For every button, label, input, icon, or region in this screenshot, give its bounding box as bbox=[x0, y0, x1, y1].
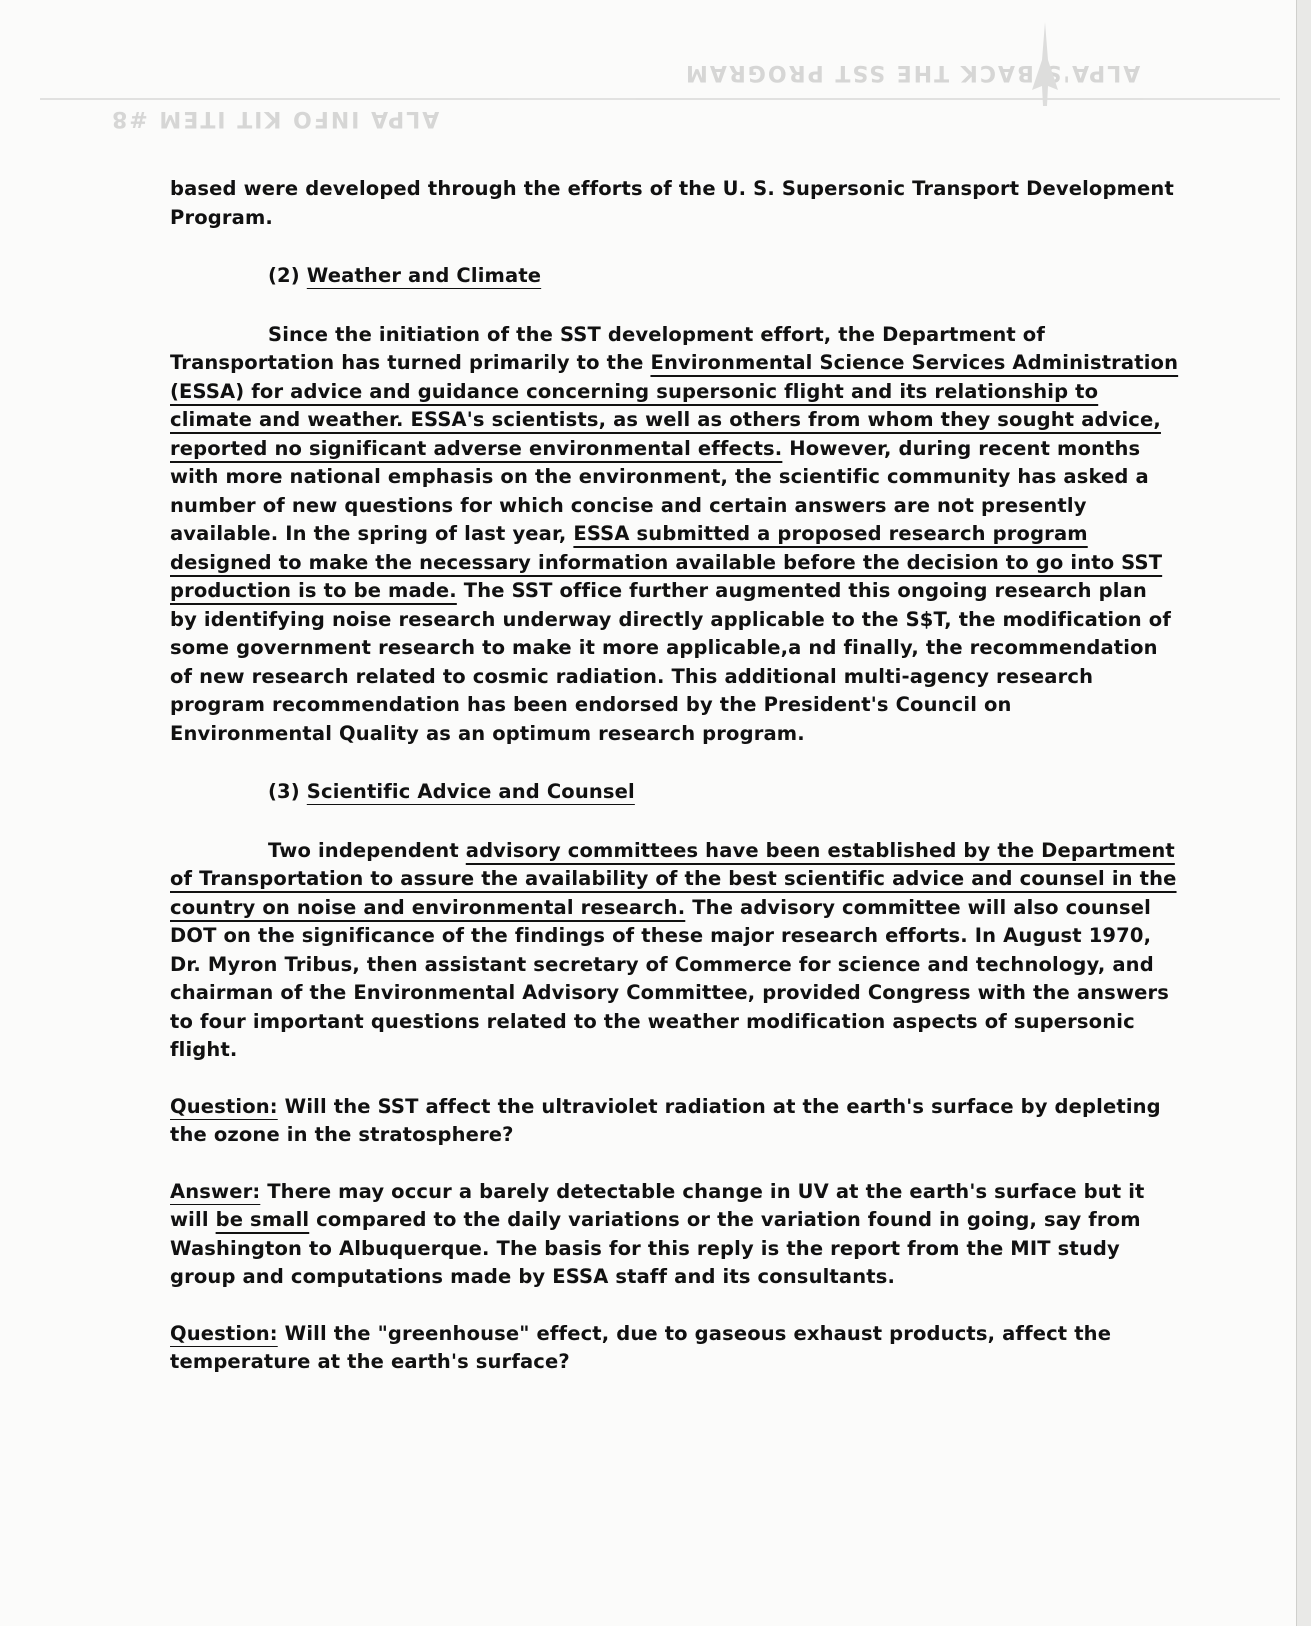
text-run: Two independent bbox=[268, 838, 466, 862]
section-title: Scientific Advice and Counsel bbox=[306, 780, 635, 803]
answer-text: compared to the daily variations or the variation found in going, say from Washington to Albuquerque. The basis for this reply is the report from the MIT study group and computations made by ESSA staff and its consultants. bbox=[170, 1208, 1141, 1288]
underlined-text: be small bbox=[215, 1208, 310, 1231]
answer-ozone bbox=[170, 1178, 1180, 1292]
underlined-text: advisory committees have been established by the Department of Transportation to assure the availability of the best scientific advice and counsel in the country on noise and environmental research. bbox=[170, 838, 1177, 919]
text-run: However, during recent months with more national emphasis on the environment, the scientific community has asked a number of new questions for which concise and certain answers are not presently available. In the spring of last year, bbox=[170, 436, 1149, 545]
bleed-header-line1: ALPA'S BACK THE SST PROGRAM bbox=[683, 60, 1140, 85]
section-title: Weather and Climate bbox=[306, 264, 542, 287]
section-heading-weather bbox=[170, 262, 1180, 291]
text-run: The advisory committee will also counsel DOT on the significance of the findings of these major research efforts. In August 1970, Dr. Myron Tribus, then assistant secretary of Commerce for science and technology, and chairman of the Environmental Advisory Committee, provided Congress with the answers to four important questions related to the weather modification aspects of supersonic flight. bbox=[170, 895, 1170, 1061]
paragraph-program-intro: based were developed through the efforts of the U. S. Supersonic Transport Development Program. bbox=[170, 177, 1174, 229]
document-body bbox=[170, 175, 1180, 1377]
paragraph-weather-climate bbox=[170, 321, 1180, 749]
section-heading-scientific-advice bbox=[170, 778, 1180, 807]
page-edge-shadow bbox=[1296, 0, 1311, 1626]
section-number: (2) bbox=[268, 264, 300, 287]
answer-text: There may occur a barely detectable change in UV at the earth's surface but it will bbox=[170, 1179, 1145, 1231]
question-ozone bbox=[170, 1093, 1180, 1150]
aircraft-emblem-icon bbox=[1030, 20, 1060, 110]
bleed-through-header bbox=[100, 50, 1180, 150]
question-greenhouse bbox=[170, 1320, 1180, 1377]
bleed-header-line2: ALPA INFO KIT ITEM #8 bbox=[110, 106, 440, 131]
question-text: Will the "greenhouse" effect, due to gaseous exhaust products, affect the temperature at the earth's surface? bbox=[170, 1321, 1112, 1373]
answer-label: Answer: bbox=[170, 1179, 261, 1203]
question-label: Question: bbox=[170, 1321, 278, 1345]
section-number: (3) bbox=[268, 780, 300, 803]
text-run: The SST office further augmented this ongoing research plan by identifying noise research underway directly applicable to the S$T, the modification of some government research to make it more applicable,a nd finally, the recommendation of new research related to cosmic radiation. This additional multi-agency research program recommendation has been endorsed by the President's Council on Environmental Quality as an optimum research program. bbox=[170, 579, 1171, 745]
underlined-text: ESSA submitted a proposed research program designed to make the necessary information available before the decision to go into SST production is to be made. bbox=[170, 522, 1163, 602]
bleed-header-rule bbox=[40, 98, 1280, 100]
question-label: Question: bbox=[170, 1094, 278, 1118]
question-text: Will the SST affect the ultraviolet radiation at the earth's surface by depleting the ozone in the stratosphere? bbox=[170, 1094, 1161, 1146]
paragraph-advisory-committees bbox=[170, 837, 1180, 1065]
text-run: Since the initiation of the SST development effort, the Department of Transportation has turned primarily to the bbox=[170, 322, 1045, 374]
underlined-text: Environmental Science Services Administration (ESSA) for advice and guidance concerning supersonic flight and its relationship to climate and weather. ESSA's scientists, as well as others from whom they sought advice, reported no significant adverse environmental effects. bbox=[170, 351, 1179, 460]
